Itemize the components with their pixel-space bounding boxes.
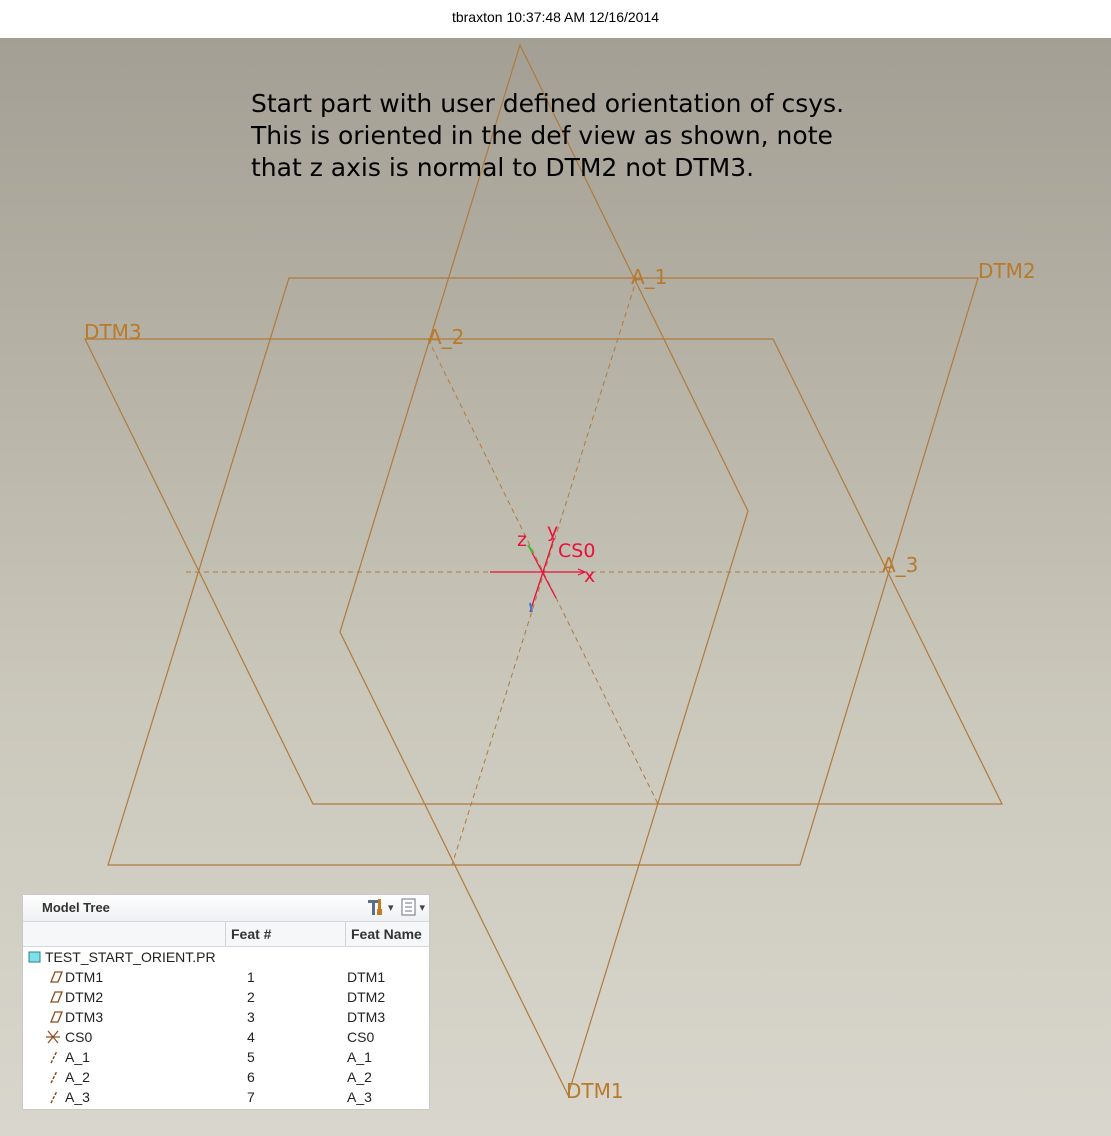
window-header: [0, 0, 1111, 38]
datum-plane-icon: [47, 990, 63, 1004]
y-axis-label: y: [547, 520, 559, 542]
tree-item-cs0[interactable]: CS0 4 CS0: [23, 1027, 429, 1047]
z-axis-label: z: [517, 529, 527, 551]
model-tree-panel: [22, 894, 430, 1110]
datum-axis-icon: [47, 1070, 63, 1084]
settings-tools-button[interactable]: ▾: [366, 897, 394, 917]
a2-label: A_2: [428, 325, 465, 349]
dtm1-label: DTM1: [566, 1079, 624, 1103]
tree-item-a3[interactable]: A_3 7 A_3: [23, 1087, 429, 1107]
model-tree-toolbar: [366, 897, 425, 917]
annotation-note: Start part with user defined orientation of csys. This is oriented in the def view as shown, note that z axis is normal to DTM2 not DTM3.: [251, 89, 845, 182]
header-title: tbraxton 10:37:48 AM 12/16/2014: [451, 9, 660, 25]
dtm3-label: DTM3: [84, 320, 142, 344]
a3-label: A_3: [882, 553, 919, 577]
column-feat-num[interactable]: Feat #: [225, 922, 341, 946]
tree-root-item[interactable]: TEST_START_ORIENT.PR: [23, 947, 429, 967]
model-tree-title: Model Tree: [42, 900, 110, 915]
tree-item-dtm1[interactable]: DTM1 1 DTM1: [23, 967, 429, 987]
csys-icon: [45, 1030, 61, 1044]
tree-item-dtm2[interactable]: DTM2 2 DTM2: [23, 987, 429, 1007]
tree-item-a2[interactable]: A_2 6 A_2: [23, 1067, 429, 1087]
column-feat-name[interactable]: Feat Name: [345, 922, 429, 946]
a1-label: A_1: [631, 265, 668, 289]
datum-axis-icon: [47, 1090, 63, 1104]
datum-axis-icon: [47, 1050, 63, 1064]
tools-icon: [366, 897, 388, 917]
datum-plane-icon: [47, 1010, 63, 1024]
show-columns-button[interactable]: ▾: [399, 897, 425, 917]
tree-item-a1[interactable]: A_1 5 A_1: [23, 1047, 429, 1067]
model-tree-header: [23, 895, 429, 922]
x-axis-label: x: [584, 565, 596, 587]
list-columns-icon: [399, 897, 419, 917]
tree-item-dtm3[interactable]: DTM3 3 DTM3: [23, 1007, 429, 1027]
datum-plane-icon: [47, 970, 63, 984]
cs0-label: CS0: [558, 540, 596, 562]
part-icon: [28, 950, 44, 964]
model-tree-columns: [23, 922, 429, 947]
dtm2-label: DTM2: [978, 259, 1036, 283]
